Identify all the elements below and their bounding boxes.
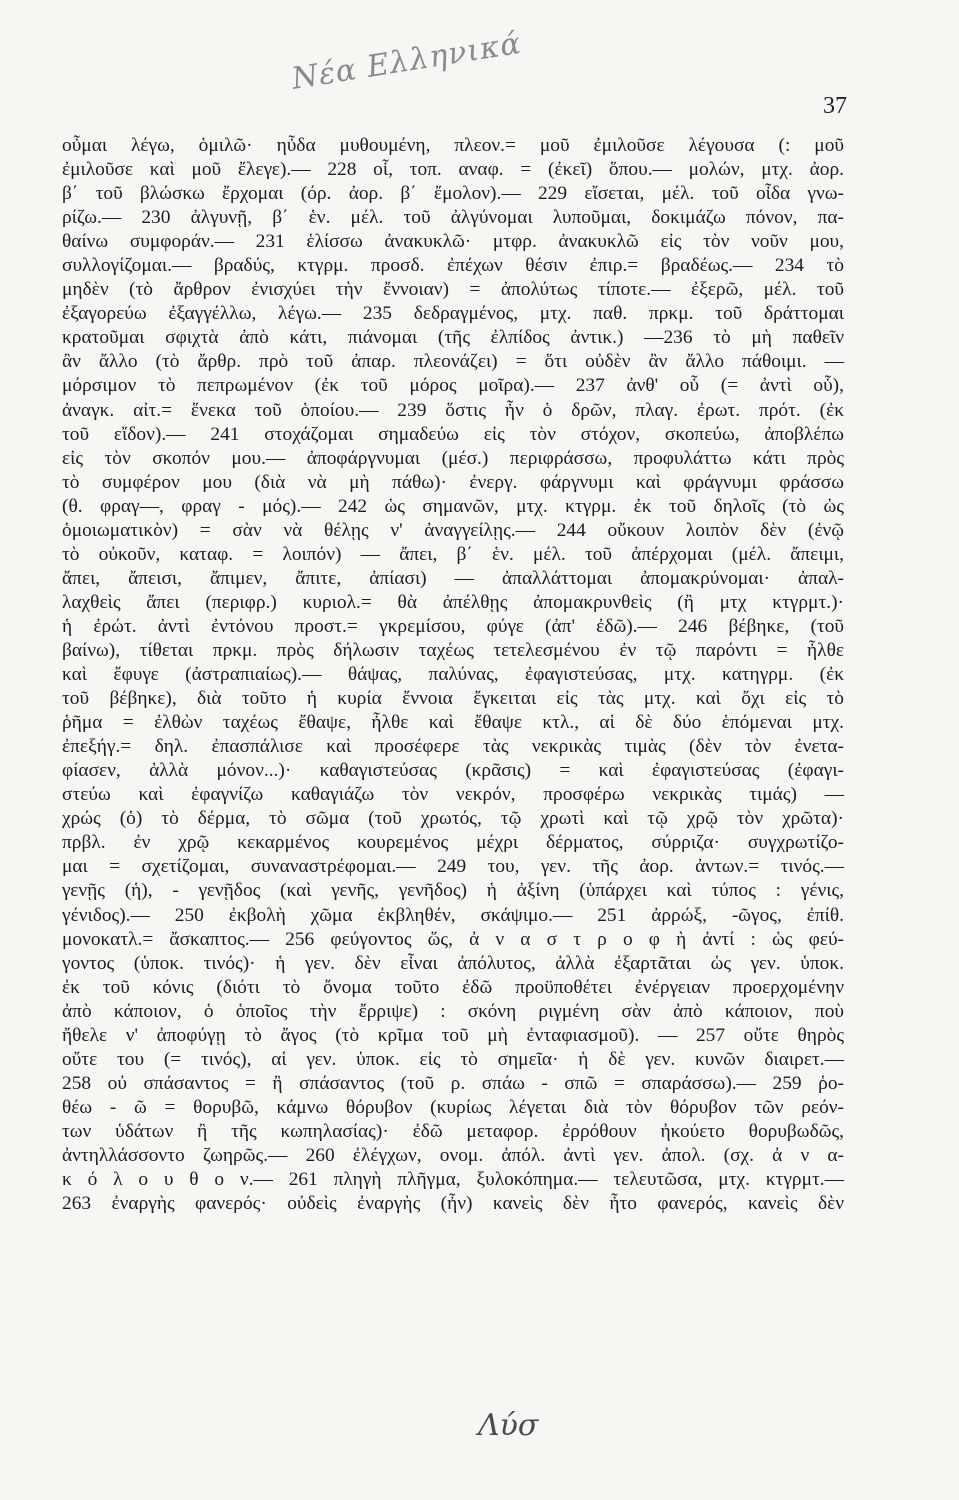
text-line: ἐμιλοῦσε καὶ μοῦ ἔλεγε).— 228 οἷ, τοπ. αναφ. = (ἐκεῖ) ὅπου.— μολών, μτχ. ἀορ. [62, 159, 844, 181]
text-line: στεύω καὶ ἐφαγνίζω καθαγιάζω τὸν νεκρόν, προσφέρω νεκρικὰς τιμάς) — [62, 784, 844, 806]
commentary-text [62, 134, 844, 1216]
text-line: ὁμοιωματικὸν) = σὰν νὰ θέλῃς ν' ἀναγγείλῃς.— 244 οὔκουν λοιπὸν δὲν (ἐνῷ [62, 519, 844, 541]
text-line: τὸ οὐκοῦν, καταφ. = λοιπόν) — ἄπει, β΄ ἑν. μέλ. τοῦ ἀπέρχομαι (μέλ. ἄπειμι, [62, 543, 844, 565]
text-line: τοῦ βέβηκε), διὰ τοῦτο ἡ κυρία ἔννοια ἔγκειται εἰς τὰς μτχ. καὶ ὄχι εἰς τὸ [62, 688, 844, 710]
text-line: γενῇς (ἡ), - γενῇδος (καὶ γενῆς, γενῆδος) ἡ ἀξίνη (ὑπάρχει καὶ τύπος : γένις, [62, 880, 844, 902]
text-line: κρατοῦμαι σφιχτὰ ἀπὸ κάτι, πιάνομαι (τῆς ἐλπίδος ἀντικ.) —236 τὸ μὴ παθεῖν [62, 327, 844, 349]
text-line: μαι = σχετίζομαι, συναναστρέφομαι.— 249 του, γεν. τῆς ἀορ. ἀντων.= τινός.— [62, 856, 844, 878]
text-line: μηδὲν (τὸ ἄρθρον ἐνισχύει τὴν ἔννοιαν) = ἀπολύτως τίποτε.— ἐξερῶ, μέλ. τοῦ [62, 279, 844, 301]
text-line: συλλογίζομαι.— βραδύς, κτγρμ. προσδ. ἐπέχων θέσιν ἐπιρ.= βραδέως.— 234 τὸ [62, 255, 844, 277]
text-line: χρώς (ὁ) τὸ δέρμα, τὸ σῶμα (τοῦ χρωτός, τῷ χρωτὶ καὶ τῷ χρῷ τὸν χρῶτα)· [62, 808, 844, 830]
text-line: ἐξαγορεύω ἐξαγγέλλω, λέγω.— 235 δεδραγμένος, μτχ. παθ. πρκμ. τοῦ δράττομαι [62, 303, 844, 325]
text-line: ρίζω.— 230 ἀλγυνῇ, β΄ ἑν. μέλ. τοῦ ἀλγύνομαι λυποῦμαι, δοκιμάζω πόνον, πα- [62, 207, 844, 229]
text-line: τὸ συμφέρον μου (διὰ νὰ μὴ πάθω)· ἐνεργ. φάργνυμι καὶ φράγνυμι φράσσω [62, 471, 844, 493]
text-line: μόρσιμον τὸ πεπρωμένον (ἐκ τοῦ μόρος μοῖρα).— 237 ἀνθ' οὗ (= ἀντὶ οὗ), [62, 375, 844, 397]
page-number: 37 [823, 93, 847, 119]
text-line: των ὑδάτων ἢ τῆς κωπηλασίας)· ἐδῶ μεταφορ. ἐρρόθουν ἠκούετο θορυβωδῶς, [62, 1120, 844, 1142]
text-line: κ ό λ ο υ θ ο ν.— 261 πληγὴ πλῆγμα, ξυλοκόπημα.— τελευτῶσα, μτχ. κτγρμτ.— [62, 1169, 844, 1191]
text-line: οὔτε του (= τινός), αἱ γεν. ὑποκ. εἰς τὸ σημεῖα· ἡ δὲ γεν. κυνῶν διαιρετ.— [62, 1048, 844, 1070]
text-line: οὖμαι λέγω, ὁμιλῶ· ηὖδα μυθουμένη, πλεον.= μοῦ ἐμιλοῦσε λέγουσα (: μοῦ [62, 135, 844, 156]
text-line: βαίνω), τίθεται πρκμ. πρὸς δήλωσιν ταχέως τετελεσμένου ἐν τῷ παρόντι = ἦλθε [62, 639, 844, 661]
text-line: μονοκατλ.= ἄσκαπτος.— 256 φεύγοντος ὥς, ἀ ν α σ τ ρ ο φ ὴ ἀντί : ὡς φεύ- [62, 928, 844, 950]
text-line: θέω - ῶ = θορυβῶ, κάμνω θόρυβον (κυρίως λέγεται διὰ τὸν θόρυβον τῶν ρεόν- [62, 1096, 844, 1118]
text-line: γοντος (ὑποκ. τινός)· ἡ γεν. δὲν εἶναι ἀπόλυτος, ἀλλὰ ἐξαρτᾶται ὡς γεν. ὑποκ. [62, 952, 844, 974]
text-line: 258 οὐ σπάσαντος = ἢ σπάσαντος (τοῦ ρ. σπάω - σπῶ = σπαράσσω).— 259 ῥο- [62, 1072, 844, 1094]
text-line: (θ. φραγ—, φραγ - μός).— 242 ὡς σημανῶν, μτχ. κτγρμ. ἐκ τοῦ δηλοῖς (τὸ ὡς [62, 495, 844, 517]
text-line: ἡ ἐρώτ. ἀντὶ ἐντόνου προστ.= γκρεμίσου, φύγε (ἀπ' ἐδῶ).— 246 βέβηκε, (τοῦ [62, 615, 844, 637]
text-line: ἀναγκ. αἰτ.= ἕνεκα τοῦ ὁποίου.— 239 ὅστις ἦν ὁ δρῶν, πλαγ. ἐρωτ. πρότ. (ἐκ [62, 399, 844, 421]
text-line: ἐκ τοῦ κόνις (διότι τὸ ὄνομα τοῦτο ἐδῶ προϋποθέτει ἐνέργειαν προερχομένην [62, 976, 844, 998]
text-line: β΄ τοῦ βλώσκω ἔρχομαι (όρ. ἀορ. β΄ ἔμολον).— 229 εἴσεται, μέλ. τοῦ οἶδα γνω- [62, 183, 844, 205]
text-line: ἄπει, ἄπεισι, ἄπιμεν, ἄπιτε, ἀπίασι) — ἀπαλλάττομαι ἀπομακρύνομαι· ἀπαλ- [62, 567, 844, 589]
text-line: ἐπεξήγ.= δηλ. ἐπασπάλισε καὶ προσέφερε τὰς νεκρικὰς τιμὰς (δὲν τὸν ἐνετα- [62, 736, 844, 758]
text-line: πρβλ. ἐν χρῷ κεκαρμένος κουρεμένος μέχρι δέρματος, σύρριζα· συγχρωτίζο- [62, 832, 844, 854]
handwritten-annotation: Νέα Ελληνικά [289, 25, 524, 97]
text-line: ῥῆμα = ἐλθὼν ταχέως ἔθαψε, ἦλθε καὶ ἔθαψε κτλ., αἱ δὲ δύο ἑπόμεναι μτχ. [62, 712, 844, 734]
text-line: εἰς τὸν σκοπόν μου.— ἀποφάργνυμαι (μέσ.) περιφράσσω, προφυλάττω κάτι πρὸς [62, 447, 844, 469]
text-line: θαίνω συμφοράν.— 231 ἑλίσσω ἀνακυκλῶ· μτφρ. ἀνακυκλῶ εἰς τὸν νοῦν μου, [62, 231, 844, 253]
text-line: καὶ ἔφυγε (ἀστραπιαίως).— θάψας, παλύνας, ἐφαγιστεύσας, μτχ. κατηγρμ. (ἐκ [62, 664, 844, 686]
text-line: φίασεν, ἀλλὰ μόνον...)· καθαγιστεύσας (κρᾶσις) = καὶ ἐφαγιστεύσας (ἐφαγι- [62, 760, 844, 782]
text-line: ἀπὸ κάποιον, ὁ ὁποῖος τὴν ἔρριψε) : σκόνη ριγμένη σὰν ἀπὸ κάποιον, ποὺ [62, 1000, 844, 1022]
text-line: ἀντηλλάσσοντο ζωηρῶς.— 260 ἐλέγχων, ονομ. ἀπόλ. ἀντὶ γεν. ἀπολ. (σχ. ἀ ν α- [62, 1144, 844, 1166]
text-line: ἤθελε ν' ἀποφύγῃ τὸ ἄγος (τὸ κρῖμα τοῦ μὴ ἐνταφιασμοῦ). — 257 οὔτε θηρὸς [62, 1024, 844, 1046]
text-line: ἂν ἄλλο (τὸ ἄρθρ. πρὸ τοῦ ἀπαρ. πλεονάζει) = ὅτι οὐδὲν ἂν ἄλλο πάθοιμι. — [62, 351, 844, 373]
text-line: λαχθεὶς ἄπει (περιφρ.) κυριολ.= θὰ ἀπέλθῃς ἀπομακρυνθεὶς (ἢ μτχ κτγρμτ.)· [62, 591, 844, 613]
text-line: τοῦ εἴδον).— 241 στοχάζομαι σημαδεύω εἰς τὸν στόχον, σκοπεύω, ἀποβλέπω [62, 423, 844, 445]
text-line: γένιδος).— 250 ἐκβολὴ χῶμα ἐκβληθέν, σκάψιμο.— 251 ἀρρώξ, -ῶγος, ἐπίθ. [62, 904, 844, 926]
text-line: 263 ἐναργὴς φανερός· οὐδεὶς ἐναργὴς (ἦν) κανεὶς δὲν ἦτο φανερός, κανεὶς δὲν [62, 1193, 844, 1215]
handwritten-mark: Λύσ [478, 1408, 539, 1443]
